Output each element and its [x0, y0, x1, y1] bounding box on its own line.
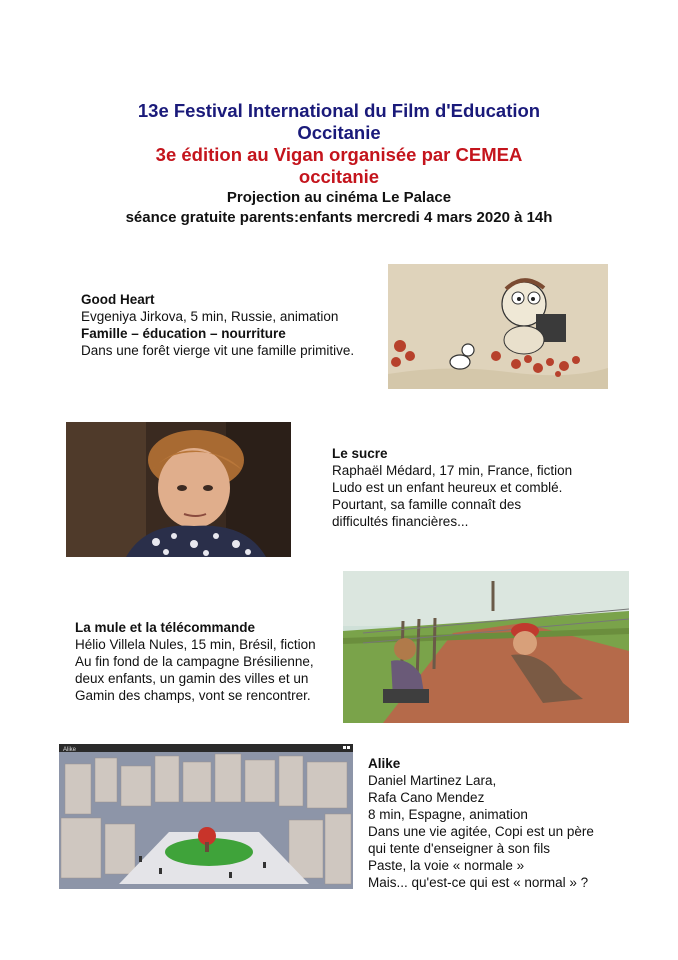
film-alike: [368, 755, 594, 891]
film-la-mule: [75, 619, 316, 704]
alike-still-caption: Alike: [63, 747, 77, 753]
alike-still: [59, 744, 353, 889]
film-description: Ludo est un enfant heureux et comblé.: [332, 480, 563, 495]
festival-header: [0, 100, 678, 228]
film-credits: Rafa Cano Mendez: [368, 790, 485, 805]
festival-region: Occitanie: [297, 122, 381, 143]
session-line: séance gratuite parents:enfants mercredi 4 mars 2020 à 14h: [125, 209, 553, 226]
film-title: Alike: [368, 756, 401, 771]
festival-title: 13e Festival International du Film d'Education: [137, 100, 541, 121]
film-description: Au fin fond de la campagne Brésilienne,: [75, 654, 314, 669]
film-credits: Daniel Martinez Lara,: [368, 773, 497, 788]
good-heart-still: [388, 264, 608, 389]
venue-line: Projection au cinéma Le Palace: [226, 189, 452, 206]
la-mule-still: [343, 571, 629, 723]
film-credits: Raphaël Médard, 17 min, France, fiction: [332, 463, 573, 478]
film-description: Paste, la voie « normale »: [368, 858, 525, 873]
film-description: Pourtant, sa famille connaît des: [332, 497, 522, 512]
film-good-heart: [81, 291, 354, 359]
film-description: qui tente d'enseigner à son fils: [368, 841, 550, 856]
film-title: Le sucre: [332, 446, 388, 461]
film-description: Gamin des champs, vont se rencontrer.: [75, 688, 311, 703]
film-le-sucre: [332, 445, 572, 530]
edition-line: 3e édition au Vigan organisée par CEMEA: [155, 144, 523, 165]
film-credits: Hélio Villela Nules, 15 min, Brésil, fiction: [75, 637, 316, 652]
film-title: La mule et la télécommande: [75, 620, 256, 635]
film-credits: 8 min, Espagne, animation: [368, 807, 528, 822]
film-credits: Evgeniya Jirkova, 5 min, Russie, animation: [81, 309, 339, 324]
film-description: Mais... qu'est-ce qui est « normal » ?: [368, 875, 589, 890]
le-sucre-still: [66, 422, 291, 557]
film-description: difficultés financières...: [332, 514, 469, 529]
film-description: Dans une vie agitée, Copi est un père: [368, 824, 594, 839]
film-title: Good Heart: [81, 292, 155, 307]
organizer-region: occitanie: [298, 166, 380, 187]
film-tags: Famille – éducation – nourriture: [81, 326, 286, 341]
film-description: deux enfants, un gamin des villes et un: [75, 671, 309, 686]
film-description: Dans une forêt vierge vit une famille primitive.: [81, 343, 355, 358]
